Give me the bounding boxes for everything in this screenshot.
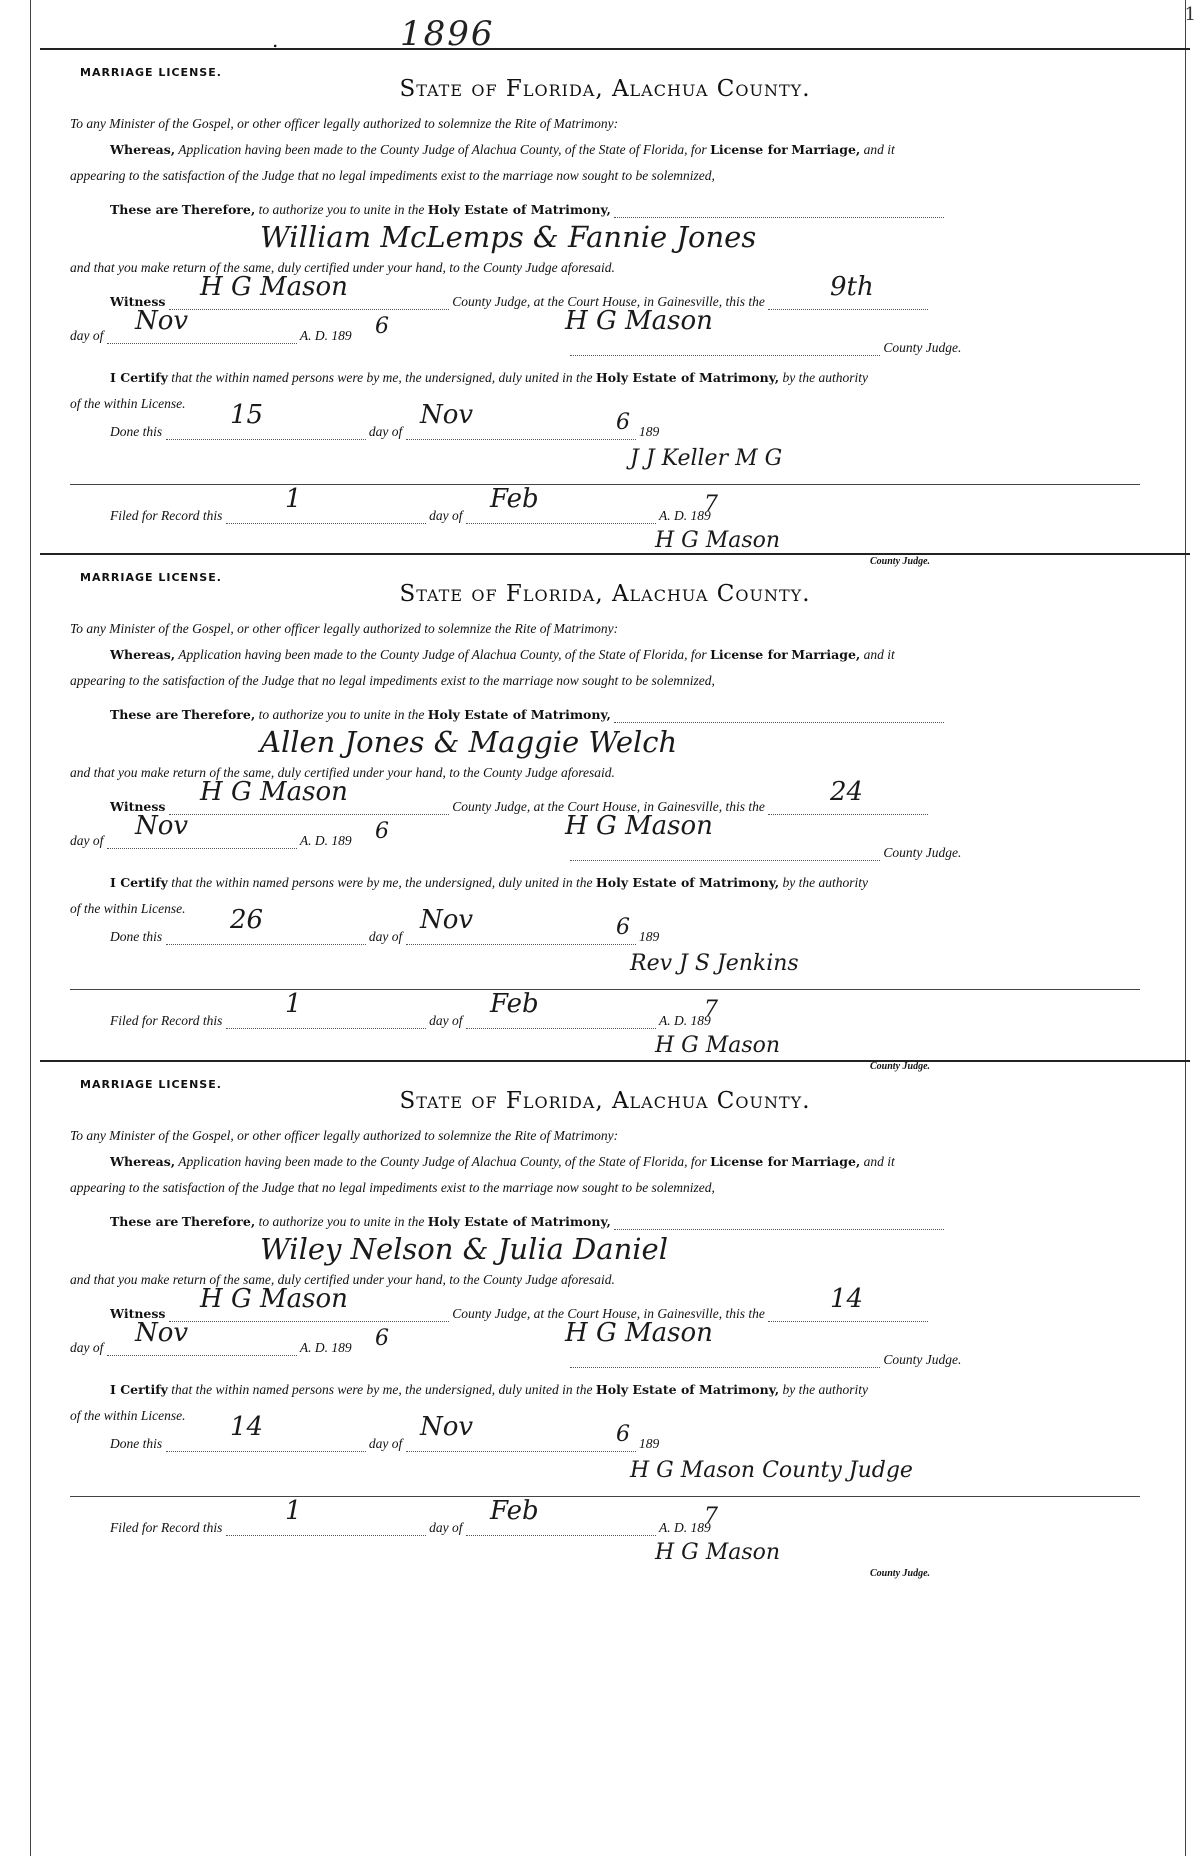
whereas-line (110, 647, 895, 663)
to-minister-line: To any Minister of the Gospel, or other officer legally authorized to solemnize the Rite of Matrimony: (70, 116, 619, 131)
marriage-license (70, 1072, 1140, 1652)
and-it-text: and it (863, 142, 895, 157)
and-it-text: and it (863, 1154, 895, 1169)
done-day: 15 (230, 400, 264, 430)
witness-year-digit: 6 (375, 314, 389, 339)
witness-year-digit: 6 (375, 1326, 389, 1351)
fill-line (614, 708, 944, 723)
day-of-text-2: day of (368, 424, 403, 439)
left-margin-line (30, 0, 31, 1856)
filed-day: 1 (285, 484, 302, 514)
fill-line (166, 930, 366, 945)
filed-text: Filed for Record this (110, 1013, 223, 1028)
whereas-text: Application having been made to the County Judge of Alachua County, of the State of Florida, for (178, 647, 707, 662)
fill-line (226, 509, 426, 524)
done-year-digit: 6 (616, 1422, 630, 1447)
these-are-word: These are (110, 1214, 179, 1229)
filed-separator (70, 989, 1140, 990)
ad-text: A. D. 189 (299, 1340, 352, 1355)
whereas-word: Whereas, (110, 647, 176, 662)
license-for-word: License for (710, 647, 788, 662)
filed-text: Filed for Record this (110, 508, 223, 523)
done-month: Nov (420, 905, 474, 935)
judge-signature: H G Mason (565, 811, 713, 841)
license-title: State of Florida, Alachua County. (399, 76, 811, 102)
corner-mark: 1 (1184, 4, 1196, 25)
holy-estate-word-2: Holy Estate of Matrimony, (595, 875, 780, 890)
license-title: State of Florida, Alachua County. (399, 1088, 811, 1114)
officiant-signature: Rev J S Jenkins (630, 951, 799, 976)
day-of-text-3: day of (429, 1013, 463, 1028)
of-license-line: of the within License. (70, 396, 186, 411)
done-year-digit: 6 (616, 410, 630, 435)
license-separator (40, 1060, 1190, 1062)
license-label: MARRIAGE LICENSE. (80, 1078, 222, 1091)
marriage-license (70, 565, 1140, 1145)
marriage-word: Marriage, (791, 647, 861, 662)
ad-filed-text: A. D. 189 (659, 1520, 711, 1535)
filed-signature: H G Mason (655, 1033, 781, 1058)
done-this-text: Done this (110, 424, 163, 439)
witness-signature: H G Mason (200, 777, 348, 807)
filed-line (110, 508, 711, 524)
done-this-line (110, 424, 659, 440)
filed-day: 1 (285, 1496, 302, 1526)
witness-day: 9th (830, 272, 874, 302)
whereas-word: Whereas, (110, 142, 176, 157)
witness-month: Nov (135, 306, 189, 336)
fill-line (226, 1521, 426, 1536)
county-judge-line (570, 1352, 961, 1368)
i-certify-word: I Certify (110, 370, 168, 385)
day-of-line (70, 833, 352, 849)
certify-text-2: by the authority (782, 875, 868, 890)
authorize-text: to authorize you to unite in the (258, 202, 425, 217)
witness-month: Nov (135, 1318, 189, 1348)
certify-text-2: by the authority (782, 1382, 868, 1397)
witness-year-digit: 6 (375, 819, 389, 844)
certify-line (110, 370, 868, 386)
judge-signature: H G Mason (565, 1318, 713, 1348)
couple-names: William McLemps & Fannie Jones (260, 220, 757, 254)
year-189: 189 (639, 424, 660, 439)
filed-month: Feb (490, 484, 539, 514)
license-label: MARRIAGE LICENSE. (80, 66, 222, 79)
appearing-line: appearing to the satisfaction of the Judge that no legal impediments exist to the marriage now sought to be solemnized, (70, 1180, 715, 1195)
day-of-text: day of (70, 328, 104, 343)
witness-signature: H G Mason (200, 272, 348, 302)
holy-estate-word-2: Holy Estate of Matrimony, (595, 370, 780, 385)
authorize-text: to authorize you to unite in the (258, 707, 425, 722)
witness-day: 24 (830, 777, 864, 807)
holy-estate-word: Holy Estate of Matrimony, (427, 707, 611, 722)
filed-year-digit: 7 (704, 492, 718, 517)
officiant-signature: J J Keller M G (630, 446, 783, 471)
fill-line (166, 425, 366, 440)
fill-line (226, 1014, 426, 1029)
filed-month: Feb (490, 1496, 539, 1526)
return-line: and that you make return of the same, duly certified under your hand, to the County Judge aforesaid. (70, 260, 615, 275)
whereas-text: Application having been made to the County Judge of Alachua County, of the State of Florida, for (178, 1154, 707, 1169)
filed-line (110, 1013, 711, 1029)
return-line: and that you make return of the same, duly certified under your hand, to the County Judge aforesaid. (70, 765, 615, 780)
license-for-word: License for (710, 142, 788, 157)
officiant-signature: H G Mason County Judge (630, 1458, 913, 1483)
right-margin-line (1185, 0, 1186, 1856)
to-minister-line: To any Minister of the Gospel, or other officer legally authorized to solemnize the Rite of Matrimony: (70, 1128, 619, 1143)
certify-text-1: that the within named persons were by me, the undersigned, duly united in the (171, 1382, 593, 1397)
certify-text-2: by the authority (782, 370, 868, 385)
these-are-line (110, 202, 944, 218)
ad-text: A. D. 189 (299, 833, 352, 848)
these-are-line (110, 1214, 944, 1230)
county-judge-small: County Judge. (870, 1061, 931, 1072)
done-day: 14 (230, 1412, 264, 1442)
day-of-text-3: day of (429, 508, 463, 523)
done-year-digit: 6 (616, 915, 630, 940)
filed-signature: H G Mason (655, 1540, 781, 1565)
these-are-word: These are (110, 707, 179, 722)
year-189: 189 (639, 1436, 660, 1451)
i-certify-word: I Certify (110, 875, 168, 890)
fill-line (570, 341, 880, 356)
county-judge-small: County Judge. (870, 556, 931, 567)
and-it-text: and it (863, 647, 895, 662)
done-month: Nov (420, 400, 474, 430)
day-of-text-3: day of (429, 1520, 463, 1535)
page-year: 1896 (400, 14, 495, 54)
marriage-word: Marriage, (791, 1154, 861, 1169)
filed-signature: H G Mason (655, 528, 781, 553)
county-judge-small: County Judge. (870, 1568, 931, 1579)
done-this-line (110, 929, 659, 945)
filed-month: Feb (490, 989, 539, 1019)
day-of-text: day of (70, 833, 104, 848)
filed-day: 1 (285, 989, 302, 1019)
therefore-word: Therefore, (181, 202, 256, 217)
day-of-line (70, 1340, 352, 1356)
filed-separator (70, 484, 1140, 485)
filed-line (110, 1520, 711, 1536)
to-minister-line: To any Minister of the Gospel, or other officer legally authorized to solemnize the Rite of Matrimony: (70, 621, 619, 636)
witness-day: 14 (830, 1284, 864, 1314)
done-month: Nov (420, 1412, 474, 1442)
witness-text: County Judge, at the Court House, in Gainesville, this the (452, 1306, 765, 1321)
certify-line (110, 875, 868, 891)
couple-names: Allen Jones & Maggie Welch (260, 725, 678, 759)
appearing-line: appearing to the satisfaction of the Judge that no legal impediments exist to the marriage now sought to be solemnized, (70, 673, 715, 688)
therefore-word: Therefore, (181, 1214, 256, 1229)
witness-text: County Judge, at the Court House, in Gainesville, this the (452, 294, 765, 309)
judge-signature: H G Mason (565, 306, 713, 336)
couple-names: Wiley Nelson & Julia Daniel (260, 1232, 668, 1266)
county-judge-text: County Judge. (883, 1352, 962, 1367)
license-label: MARRIAGE LICENSE. (80, 571, 222, 584)
therefore-word: Therefore, (181, 707, 256, 722)
done-this-text: Done this (110, 929, 163, 944)
done-this-line (110, 1436, 659, 1452)
these-are-line (110, 707, 944, 723)
filed-text: Filed for Record this (110, 1520, 223, 1535)
license-for-word: License for (710, 1154, 788, 1169)
witness-word: Witness (110, 799, 166, 814)
certify-line (110, 1382, 868, 1398)
county-judge-line (570, 845, 961, 861)
appearing-line: appearing to the satisfaction of the Judge that no legal impediments exist to the marriage now sought to be solemnized, (70, 168, 715, 183)
day-of-text-2: day of (368, 1436, 403, 1451)
license-title: State of Florida, Alachua County. (399, 581, 811, 607)
filed-year-digit: 7 (704, 1504, 718, 1529)
marriage-word: Marriage, (791, 142, 861, 157)
whereas-line (110, 142, 895, 158)
done-this-text: Done this (110, 1436, 163, 1451)
these-are-word: These are (110, 202, 179, 217)
fill-line (614, 203, 944, 218)
witness-signature: H G Mason (200, 1284, 348, 1314)
year-189: 189 (639, 929, 660, 944)
certify-text-1: that the within named persons were by me, the undersigned, duly united in the (171, 875, 593, 890)
done-day: 26 (230, 905, 264, 935)
fill-line (570, 1353, 880, 1368)
of-license-line: of the within License. (70, 901, 186, 916)
witness-word: Witness (110, 294, 166, 309)
top-dot: . (272, 28, 279, 52)
of-license-line: of the within License. (70, 1408, 186, 1423)
license-separator (40, 553, 1190, 555)
whereas-text: Application having been made to the County Judge of Alachua County, of the State of Florida, for (178, 142, 707, 157)
county-judge-text: County Judge. (883, 340, 962, 355)
holy-estate-word-2: Holy Estate of Matrimony, (595, 1382, 780, 1397)
witness-month: Nov (135, 811, 189, 841)
filed-separator (70, 1496, 1140, 1497)
ad-text: A. D. 189 (299, 328, 352, 343)
whereas-word: Whereas, (110, 1154, 176, 1169)
top-rule (40, 48, 1190, 50)
county-judge-line (570, 340, 961, 356)
day-of-text-2: day of (368, 929, 403, 944)
ad-filed-text: A. D. 189 (659, 1013, 711, 1028)
day-of-line (70, 328, 352, 344)
i-certify-word: I Certify (110, 1382, 168, 1397)
authorize-text: to authorize you to unite in the (258, 1214, 425, 1229)
return-line: and that you make return of the same, duly certified under your hand, to the County Judge aforesaid. (70, 1272, 615, 1287)
holy-estate-word: Holy Estate of Matrimony, (427, 1214, 611, 1229)
holy-estate-word: Holy Estate of Matrimony, (427, 202, 611, 217)
filed-year-digit: 7 (704, 997, 718, 1022)
witness-text: County Judge, at the Court House, in Gainesville, this the (452, 799, 765, 814)
fill-line (166, 1437, 366, 1452)
fill-line (614, 1215, 944, 1230)
day-of-text: day of (70, 1340, 104, 1355)
ad-filed-text: A. D. 189 (659, 508, 711, 523)
county-judge-text: County Judge. (883, 845, 962, 860)
whereas-line (110, 1154, 895, 1170)
certify-text-1: that the within named persons were by me, the undersigned, duly united in the (171, 370, 593, 385)
witness-word: Witness (110, 1306, 166, 1321)
fill-line (570, 846, 880, 861)
